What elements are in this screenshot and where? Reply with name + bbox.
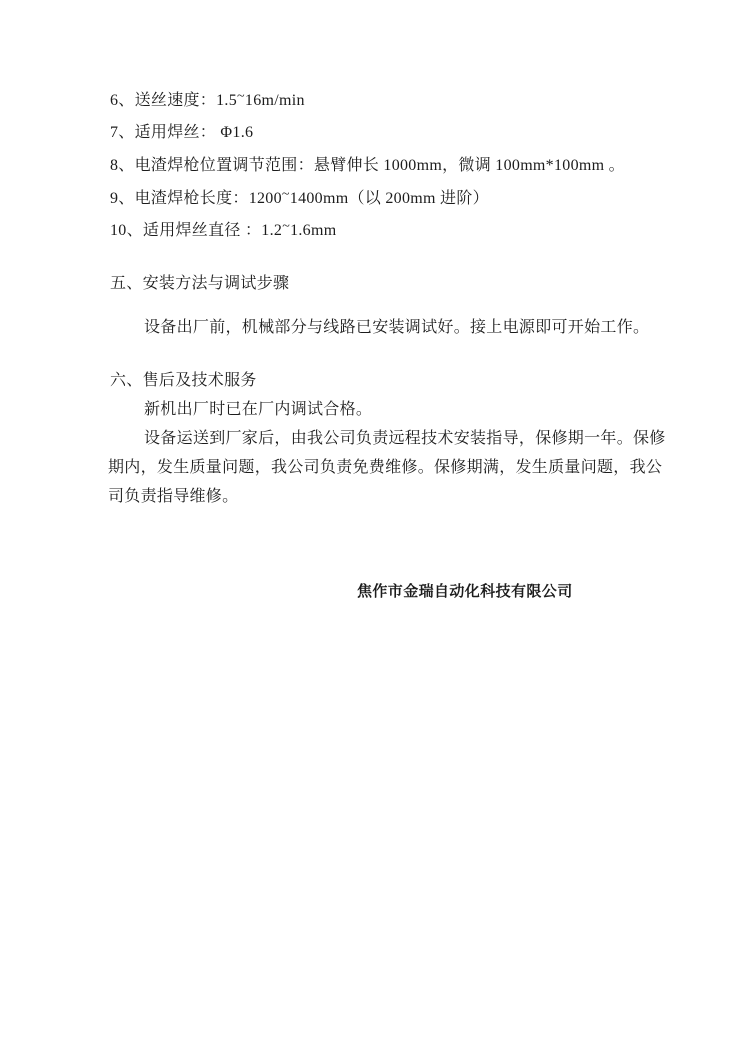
section6-paragraph2-line2: 期内，发生质量问题，我公司负责免费维修。保修期满，发生质量问题，我公 (108, 459, 663, 476)
spec-item-6: 6、送丝速度：1.5~16m/min (110, 89, 305, 109)
section5-heading: 五、安装方法与调试步骤 (110, 275, 290, 292)
company-signature: 焦作市金瑞自动化科技有限公司 (357, 584, 573, 600)
section6-paragraph2-line3: 司负责指导维修。 (108, 488, 239, 505)
section6-paragraph2-line1: 设备运送到厂家后，由我公司负责远程技术安装指导，保修期一年。保修 (144, 430, 666, 447)
spec-item-10: 10、适用焊丝直径 ：1.2~1.6mm (110, 219, 337, 239)
spec-item-9: 9、电渣焊枪长度：1200~1400mm（以 200mm 进阶） (110, 187, 489, 207)
section5-paragraph: 设备出厂前，机械部分与线路已安装调试好。接上电源即可开始工作。 (144, 319, 650, 336)
section6-paragraph1: 新机出厂时已在厂内调试合格。 (144, 401, 373, 418)
section6-heading: 六、售后及技术服务 (110, 372, 257, 389)
spec-item-8: 8、电渣焊枪位置调节范围：悬臂伸长 1000mm，微调 100mm*100mm 。 (110, 157, 625, 174)
spec-item-7: 7、适用焊丝： Φ1.6 (110, 124, 254, 141)
